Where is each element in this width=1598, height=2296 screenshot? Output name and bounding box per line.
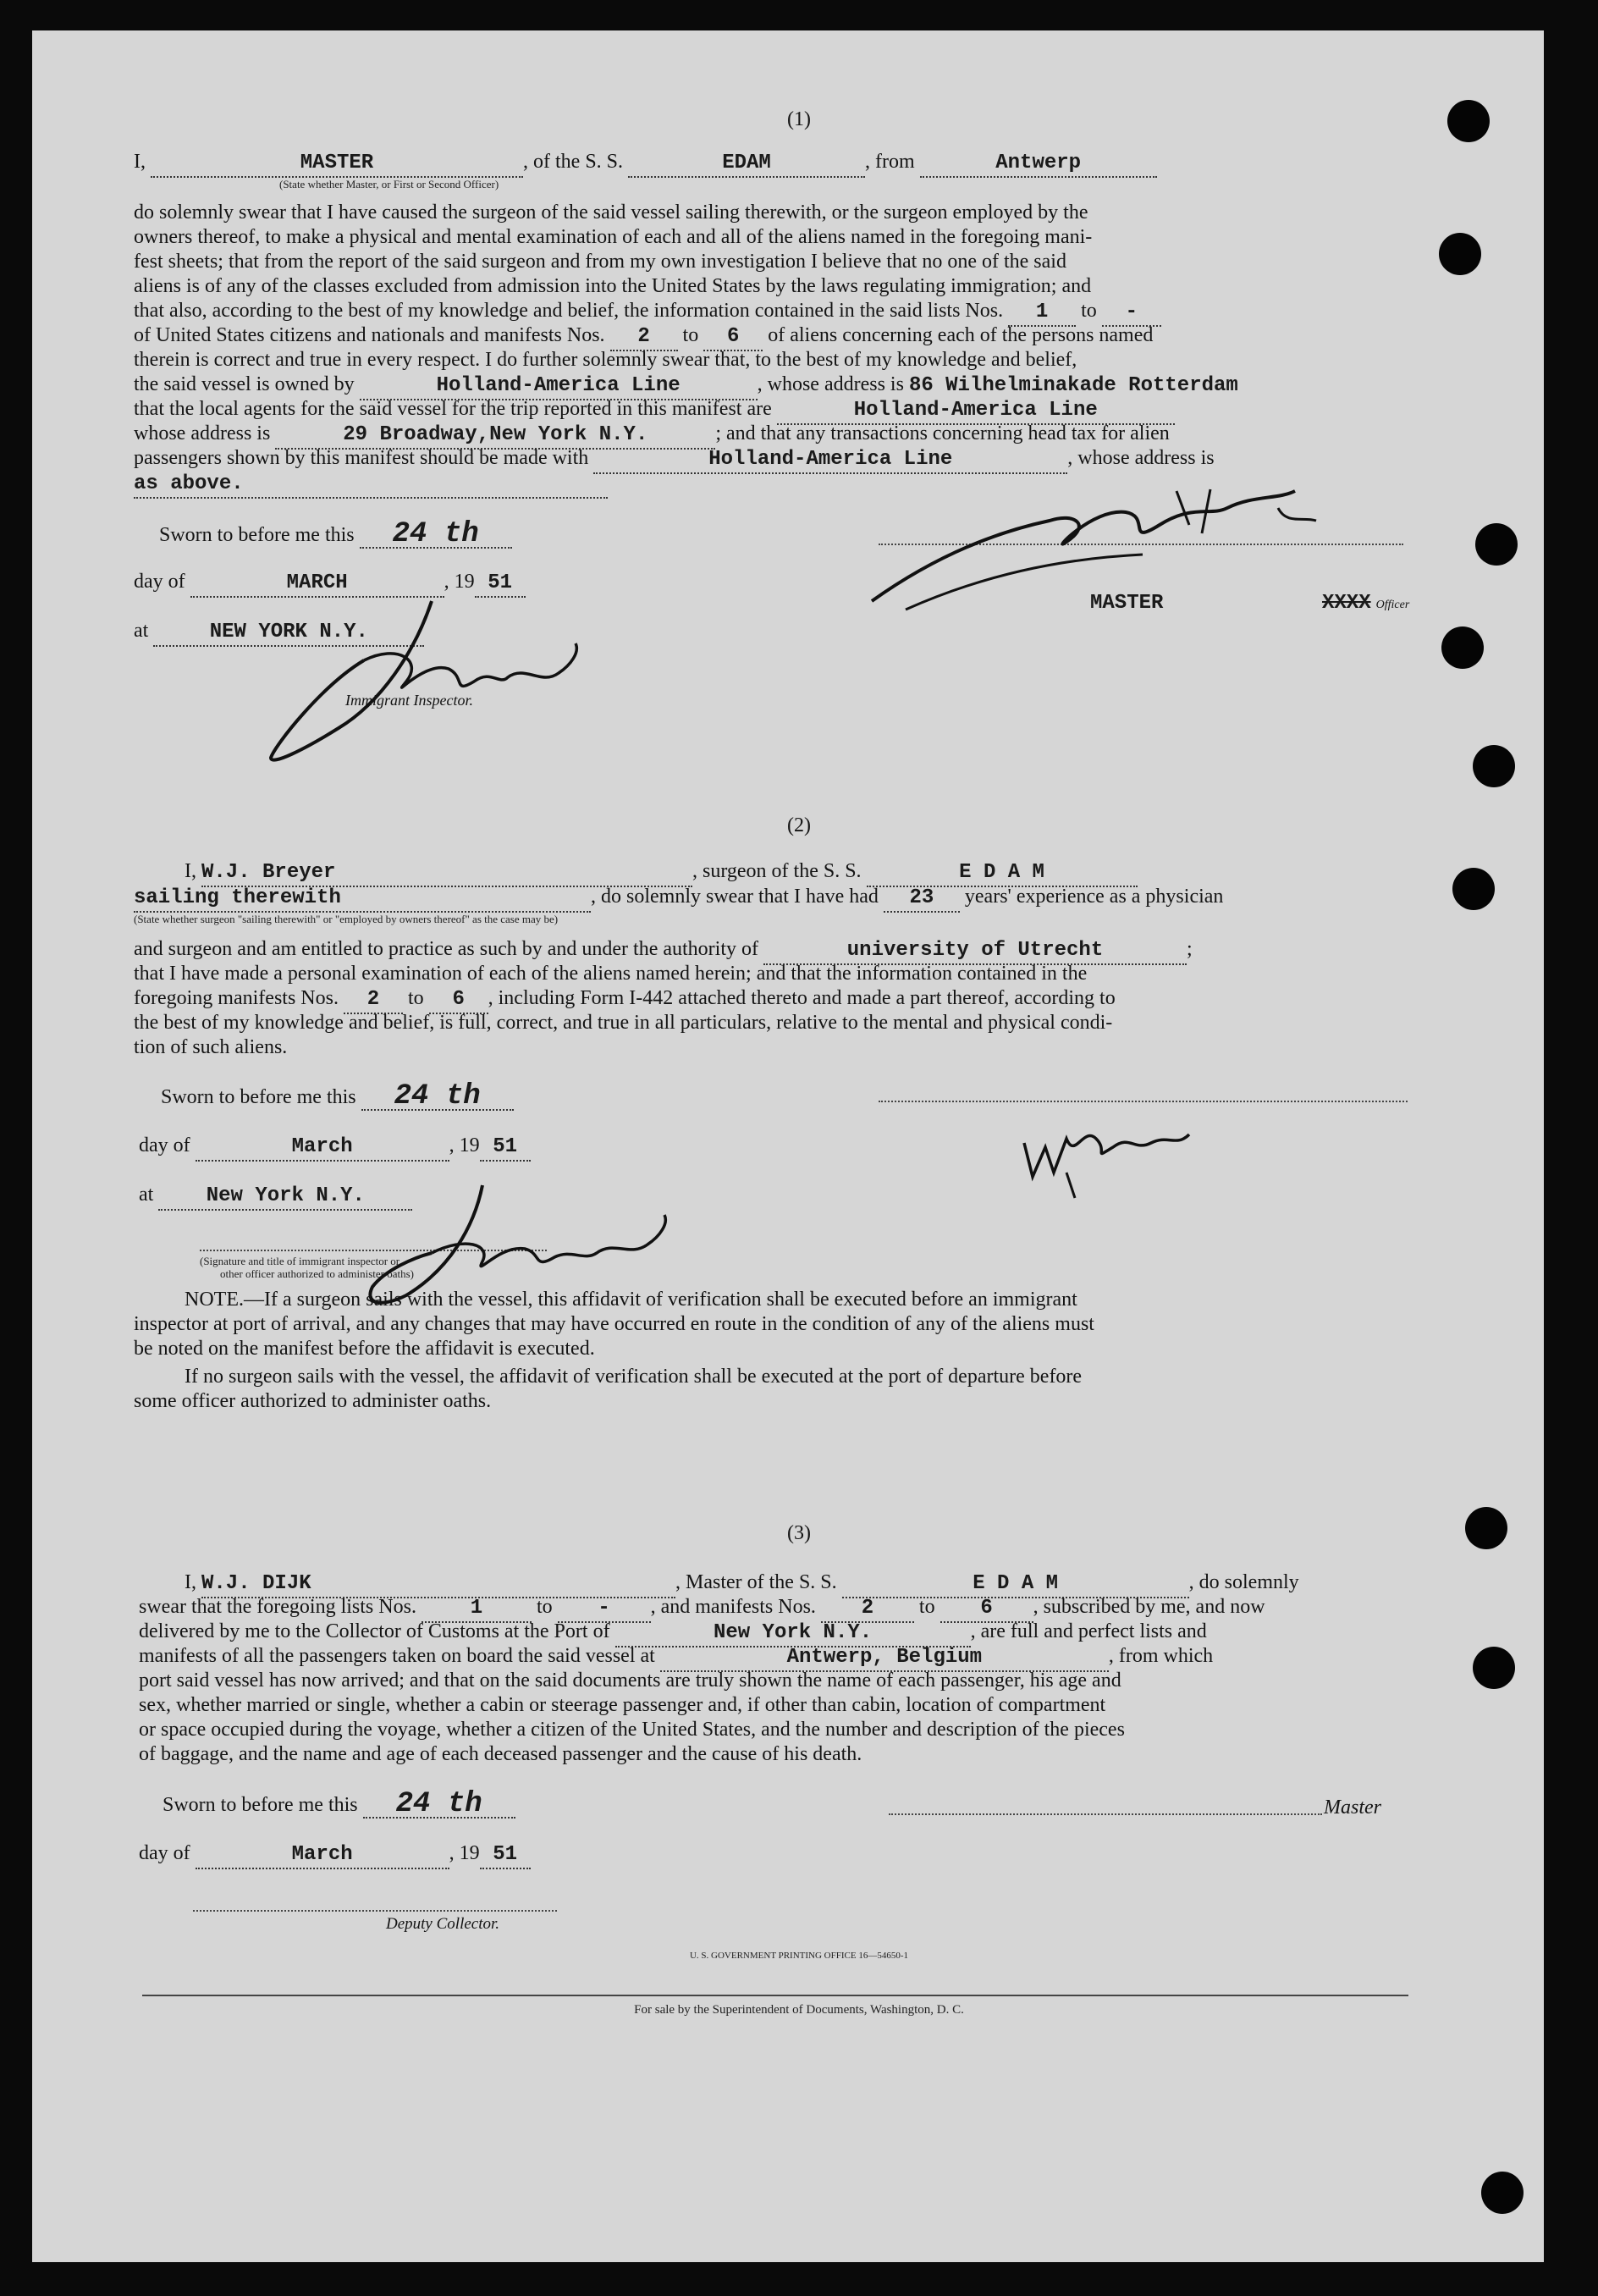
s3-master-signature-line xyxy=(889,1813,1322,1815)
s3-sworn-line xyxy=(163,1788,515,1820)
s2-years-field: 23 xyxy=(884,886,960,913)
text: , subscribed by me, and now xyxy=(1033,1596,1265,1618)
s1-agent-address-field: 29 Broadway,New York N.Y. xyxy=(275,422,715,450)
s1-head-tax-address-line xyxy=(134,470,608,499)
text: years' experience as a physician xyxy=(964,886,1224,908)
s2-vessel-field: E D A M xyxy=(867,860,1138,887)
text: the said vessel is owned by xyxy=(134,373,355,395)
s2-note-line: be noted on the manifest before the affidavit is executed. xyxy=(134,1338,595,1360)
surgeon-signature-graphic xyxy=(1016,1109,1202,1202)
s3-vessel-field: E D A M xyxy=(842,1571,1189,1598)
s2-paragraph-line: that I have made a personal examination of each of the aliens named herein; and that the information contained in the xyxy=(134,963,1088,985)
s2-authority-field: university of Utrecht xyxy=(763,938,1187,965)
s3-paragraph-line: or space occupied during the voyage, whether a citizen of the United States, and the number and description of the pieces xyxy=(139,1719,1125,1741)
text: Sworn to before me this xyxy=(163,1794,358,1816)
s2-capacity-line xyxy=(134,884,1223,913)
s1-officer-label: Officer xyxy=(1375,599,1410,611)
text: to xyxy=(918,1596,935,1618)
text: ; and that any transactions concerning head tax for alien xyxy=(715,422,1170,444)
s2-date-line xyxy=(139,1133,531,1162)
s1-lists-from: 1 xyxy=(1008,300,1076,327)
text: to xyxy=(1081,300,1097,322)
text: I, xyxy=(185,1571,196,1593)
binder-hole xyxy=(1452,868,1495,910)
s2-paragraph-line: tion of such aliens. xyxy=(134,1036,288,1058)
text: I, xyxy=(134,151,146,173)
s3-master-caption: Master xyxy=(1324,1797,1381,1819)
text: delivered by me to the Collector of Customs at the Port of xyxy=(139,1620,610,1642)
text: and surgeon and am entitled to practice as such by and under the authority of xyxy=(134,938,758,960)
section-2-number: (2) xyxy=(787,814,811,836)
text: , whose address is xyxy=(757,373,904,395)
text: whose address is xyxy=(134,422,271,444)
binder-hole xyxy=(1439,233,1481,275)
text: , 19 xyxy=(444,571,475,593)
s3-date-line xyxy=(139,1841,531,1869)
s1-oath-line xyxy=(134,149,1157,178)
s3-paragraph-line: port said vessel has now arrived; and that on the said documents are truly shown the name of each passenger, his age and xyxy=(139,1670,1121,1692)
s1-head-tax-field: Holland-America Line xyxy=(593,447,1067,474)
s2-capacity-caption: (State whether surgeon "sailing therewith" or "employed by owners thereof" as the case may be) xyxy=(134,913,559,925)
text: to xyxy=(536,1596,553,1618)
s3-manifests-to: 6 xyxy=(940,1596,1033,1623)
s1-officer-struck: XXXX xyxy=(1322,592,1371,615)
text: , do solemnly swear that I have had xyxy=(591,886,879,908)
text: day of xyxy=(139,1842,190,1864)
text: to xyxy=(407,987,424,1009)
s2-manifests-to: 6 xyxy=(429,987,488,1014)
s1-vessel-field: EDAM xyxy=(628,151,865,178)
s2-sworn-day: 24 th xyxy=(361,1084,514,1111)
s2-manifests-from: 2 xyxy=(344,987,403,1014)
s3-lists-from: 1 xyxy=(422,1596,532,1623)
s1-sworn-day: 24 th xyxy=(360,522,512,549)
s1-paragraph-line: fest sheets; that from the report of the said surgeon and from my own investigation I believe that no one of the said xyxy=(134,251,1066,273)
binder-hole xyxy=(1473,1647,1515,1689)
s1-paragraph-line: therein is correct and true in every respect. I do further solemnly swear that, to the best of my knowledge and belief, xyxy=(134,349,1077,371)
s2-year: 51 xyxy=(480,1134,531,1162)
text: , from which xyxy=(1108,1645,1214,1667)
text: , are full and perfect lists and xyxy=(970,1620,1207,1642)
s1-year: 51 xyxy=(475,571,526,598)
inspector-signature-graphic xyxy=(254,584,584,779)
text: that the local agents for the said vessel for the trip reported in this manifest are xyxy=(134,398,772,420)
footer-rule xyxy=(142,1995,1408,1996)
text: swear that the foregoing lists Nos. xyxy=(139,1596,416,1618)
s1-signer-title-text: MASTER xyxy=(1090,592,1164,615)
s3-master-field: W.J. DIJK xyxy=(201,1571,675,1598)
s3-paragraph-line: sex, whether married or single, whether a cabin or steerage passenger and, if other than cabin, location of compartment xyxy=(139,1694,1106,1716)
s1-owner-field: Holland-America Line xyxy=(360,373,758,400)
s3-port-field: New York N.Y. xyxy=(615,1620,971,1647)
text: , whose address is xyxy=(1067,447,1215,469)
s2-note-line: If no surgeon sails with the vessel, the affidavit of verification shall be executed at the port of departure before xyxy=(185,1366,1083,1388)
text: manifests of all the passengers taken on board the said vessel at xyxy=(139,1645,655,1667)
s1-month: MARCH xyxy=(190,571,444,598)
s2-oath-line xyxy=(185,858,1138,887)
text: I, xyxy=(185,860,196,882)
s3-collector-caption: Deputy Collector. xyxy=(386,1915,500,1933)
binder-hole xyxy=(1441,626,1484,669)
s2-surgeon-signature-line xyxy=(879,1101,1408,1102)
s1-sworn-line xyxy=(159,518,512,550)
footer-text: For sale by the Superintendent of Documents, Washington, D. C. xyxy=(634,2003,964,2017)
s2-surgeon-field: W.J. Breyer xyxy=(201,860,692,887)
s1-paragraph-line: do solemnly swear that I have caused the surgeon of the said vessel sailing therewith, or the surgeon employed by the xyxy=(134,201,1088,224)
s2-note-line: some officer authorized to administer oaths. xyxy=(134,1390,492,1412)
s2-note-line: inspector at port of arrival, and any changes that may have occurred en route in the condition of any of the aliens must xyxy=(134,1313,1094,1335)
s1-rank-caption: (State whether Master, or First or Second Officer) xyxy=(279,178,499,190)
s2-paragraph-line: the best of my knowledge and belief, is full, correct, and true in all particulars, relative to the mental and physical condi- xyxy=(134,1012,1113,1034)
s1-place: NEW YORK N.Y. xyxy=(153,620,424,647)
s1-agents-field: Holland-America Line xyxy=(777,398,1175,425)
s3-collector-signature-line xyxy=(193,1910,557,1912)
s2-month: March xyxy=(196,1134,449,1162)
s1-owner-address-field: 86 Wilhelminakade Rotterdam xyxy=(908,374,1238,397)
s2-signature-caption: other officer authorized to administer oaths) xyxy=(220,1267,414,1280)
s1-head-tax-address-field: as above. xyxy=(134,472,608,499)
text: foregoing manifests Nos. xyxy=(134,987,339,1009)
s3-sworn-day: 24 th xyxy=(363,1791,515,1819)
text: , Master of the S. S. xyxy=(675,1571,837,1593)
s2-signature-caption: (Signature and title of immigrant inspector or xyxy=(200,1255,400,1267)
s2-place: New York N.Y. xyxy=(158,1184,412,1211)
s3-manifests-from: 2 xyxy=(821,1596,914,1623)
s3-year: 51 xyxy=(480,1842,531,1869)
text: ; xyxy=(1187,938,1193,960)
s1-inspector-caption: Immigrant Inspector. xyxy=(345,692,473,709)
text: , do solemnly xyxy=(1188,1571,1299,1593)
s1-manifests-to: 6 xyxy=(703,324,763,351)
text: , and manifests Nos. xyxy=(650,1596,816,1618)
printer-line: U. S. GOVERNMENT PRINTING OFFICE 16—54650-1 xyxy=(689,1951,908,1961)
binder-hole xyxy=(1481,2172,1524,2214)
text: day of xyxy=(134,571,185,593)
text: , from xyxy=(865,151,915,173)
section-3-number: (3) xyxy=(787,1522,811,1544)
text: , of the S. S. xyxy=(523,151,624,173)
text: at xyxy=(139,1184,154,1206)
s1-lists-to: - xyxy=(1102,300,1161,327)
text: of aliens concerning each of the persons named xyxy=(768,324,1154,346)
s3-departure-field: Antwerp, Belgium xyxy=(660,1645,1109,1672)
s1-manifests-from: 2 xyxy=(610,324,678,351)
text: passengers shown by this manifest should be made with xyxy=(134,447,589,469)
s3-month: March xyxy=(196,1842,449,1869)
text: that also, according to the best of my knowledge and belief, the information contained in the said lists Nos. xyxy=(134,300,1004,322)
section-1-number: (1) xyxy=(787,108,811,130)
master-signature-graphic xyxy=(855,474,1329,618)
s1-from-port-field: Antwerp xyxy=(920,151,1157,178)
text: Sworn to before me this xyxy=(159,524,355,546)
s2-sworn-line xyxy=(161,1080,514,1112)
text: , 19 xyxy=(449,1134,480,1156)
s1-paragraph-line: owners thereof, to make a physical and mental examination of each and all of the aliens named in the foregoing mani- xyxy=(134,226,1093,248)
s3-lists-to: - xyxy=(558,1596,651,1623)
text: , 19 xyxy=(449,1842,480,1864)
binder-hole xyxy=(1473,745,1515,787)
s1-rank-field: MASTER xyxy=(151,151,523,178)
text: , including Form I-442 attached thereto and made a part thereof, according to xyxy=(488,987,1116,1009)
s2-note-line: NOTE.—If a surgeon sails with the vessel, this affidavit of verification shall be executed before an immigrant xyxy=(185,1289,1077,1311)
text: day of xyxy=(139,1134,190,1156)
s2-capacity-field: sailing therewith xyxy=(134,886,591,913)
s3-paragraph-line: of baggage, and the name and age of each deceased passenger and the cause of his death. xyxy=(139,1743,862,1765)
text: at xyxy=(134,620,149,642)
s1-paragraph-line: aliens is of any of the classes excluded from admission into the United States by the laws regulating immigration; and xyxy=(134,275,1092,297)
text: to xyxy=(682,324,699,346)
s1-officer-word xyxy=(1322,589,1409,618)
text: of United States citizens and nationals and manifests Nos. xyxy=(134,324,605,346)
text: , surgeon of the S. S. xyxy=(692,860,862,882)
binder-hole xyxy=(1475,523,1518,566)
text: Sworn to before me this xyxy=(161,1086,356,1108)
